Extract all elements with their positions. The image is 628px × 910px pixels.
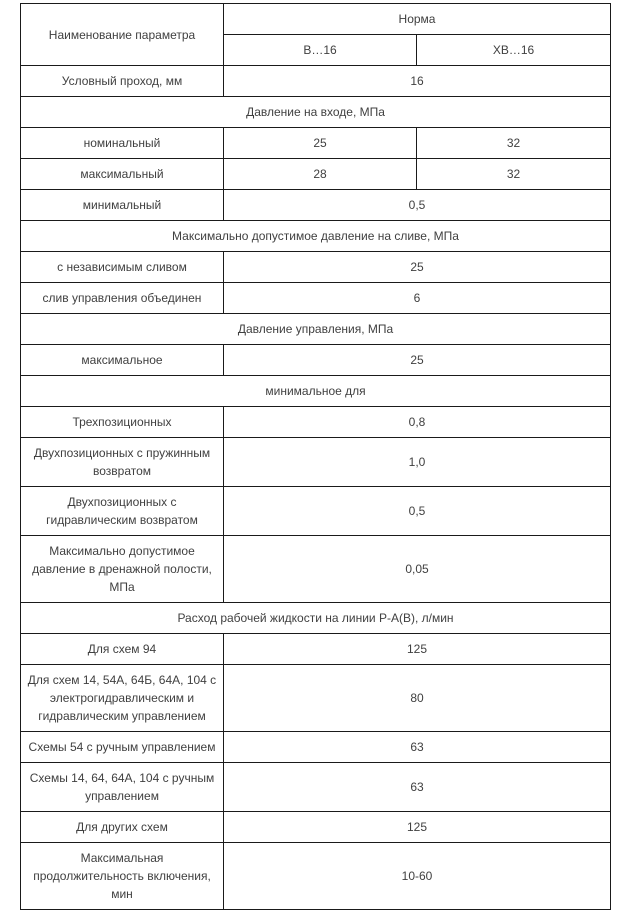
table-row <box>21 487 611 536</box>
param-value-cell: 0,8 <box>224 407 611 438</box>
table-row <box>21 128 611 159</box>
table-row <box>21 283 611 314</box>
param-value-cell: 32 <box>417 128 611 159</box>
table-row <box>21 843 611 910</box>
param-value-cell: 63 <box>224 763 611 812</box>
table-row <box>21 345 611 376</box>
param-value-cell: 25 <box>224 128 417 159</box>
header-param-cell: Наименование параметра <box>21 4 224 66</box>
param-value-cell: 6 <box>224 283 611 314</box>
table-row <box>21 438 611 487</box>
section-header-cell: Расход рабочей жидкости на линии Р-А(В), л/мин <box>21 603 611 634</box>
parameters-table <box>20 3 611 910</box>
table-row <box>21 190 611 221</box>
table-row <box>21 66 611 97</box>
param-value-cell: 16 <box>224 66 611 97</box>
section-row <box>21 97 611 128</box>
param-value-cell: 32 <box>417 159 611 190</box>
table-row <box>21 763 611 812</box>
param-label-cell: максимальное <box>21 345 224 376</box>
param-label-cell: Максимально допустимое давление в дренажной полости, МПа <box>21 536 224 603</box>
header-sub-xb16: ХВ…16 <box>417 35 611 66</box>
table-row <box>21 252 611 283</box>
param-label-cell: Для схем 14, 54А, 64Б, 64А, 104 с электрогидравлическим и гидравлическим управлением <box>21 665 224 732</box>
table-row <box>21 732 611 763</box>
param-label-cell: Для схем 94 <box>21 634 224 665</box>
param-value-cell: 25 <box>224 345 611 376</box>
section-row <box>21 376 611 407</box>
table-row <box>21 812 611 843</box>
table-row <box>21 407 611 438</box>
param-value-cell: 25 <box>224 252 611 283</box>
section-row <box>21 603 611 634</box>
param-label-cell: Условный проход, мм <box>21 66 224 97</box>
table-row <box>21 159 611 190</box>
param-label-cell: минимальный <box>21 190 224 221</box>
section-header-cell: Максимально допустимое давление на сливе, МПа <box>21 221 611 252</box>
param-label-cell: Для других схем <box>21 812 224 843</box>
param-label-cell: Схемы 54 с ручным управлением <box>21 732 224 763</box>
param-value-cell: 0,5 <box>224 190 611 221</box>
param-label-cell: Двухпозиционных с гидравлическим возвратом <box>21 487 224 536</box>
param-value-cell: 80 <box>224 665 611 732</box>
section-header-cell: минимальное для <box>21 376 611 407</box>
param-label-cell: Трехпозиционных <box>21 407 224 438</box>
table-row <box>21 665 611 732</box>
param-value-cell: 1,0 <box>224 438 611 487</box>
param-label-cell: Двухпозиционных с пружинным возвратом <box>21 438 224 487</box>
param-value-cell: 125 <box>224 634 611 665</box>
param-label-cell: Максимальная продолжительность включения, мин <box>21 843 224 910</box>
param-label-cell: слив управления объединен <box>21 283 224 314</box>
param-label-cell: максимальный <box>21 159 224 190</box>
table-row <box>21 634 611 665</box>
table-body <box>21 66 611 910</box>
header-norm-cell: Норма <box>224 4 611 35</box>
section-row <box>21 221 611 252</box>
param-label-cell: Схемы 14, 64, 64А, 104 с ручным управлением <box>21 763 224 812</box>
param-value-cell: 63 <box>224 732 611 763</box>
param-value-cell: 28 <box>224 159 417 190</box>
param-value-cell: 0,5 <box>224 487 611 536</box>
header-row-1 <box>21 4 611 35</box>
param-value-cell: 125 <box>224 812 611 843</box>
section-row <box>21 314 611 345</box>
param-label-cell: с независимым сливом <box>21 252 224 283</box>
table-row <box>21 536 611 603</box>
param-label-cell: номинальный <box>21 128 224 159</box>
header-sub-b16: В…16 <box>224 35 417 66</box>
param-value-cell: 10-60 <box>224 843 611 910</box>
param-value-cell: 0,05 <box>224 536 611 603</box>
section-header-cell: Давление на входе, МПа <box>21 97 611 128</box>
section-header-cell: Давление управления, МПа <box>21 314 611 345</box>
